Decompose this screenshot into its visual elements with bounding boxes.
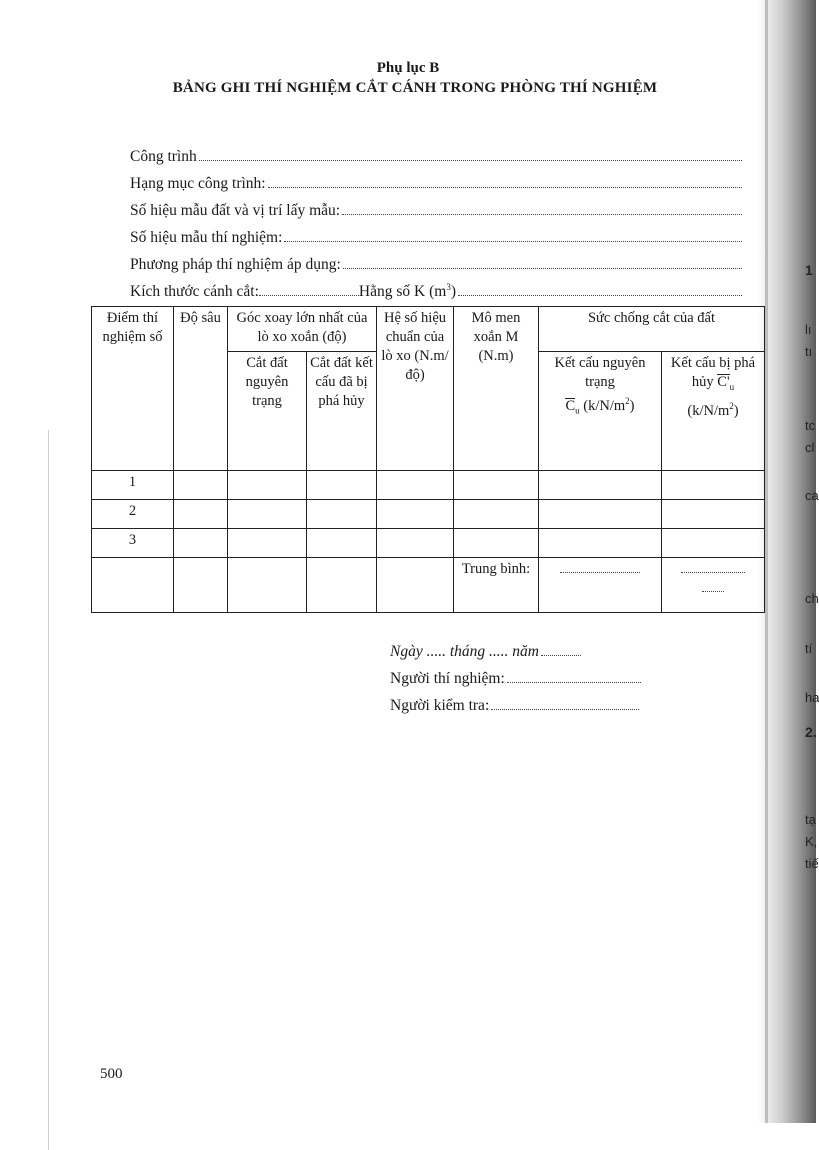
- average-remolded-fill: [662, 558, 765, 613]
- next-page-fragment: ch: [805, 591, 819, 606]
- header-point-number: Điểm thí nghiệm số: [92, 307, 174, 471]
- field-so-hieu-mau-tn: [130, 228, 742, 250]
- page-title: BẢNG GHI THÍ NGHIỆM CẮT CÁNH TRONG PHÒNG THÍ NGHIỆM: [172, 80, 658, 96]
- fill-line: [259, 282, 359, 296]
- field-label: Công trình: [130, 148, 197, 165]
- field-label: Phương pháp thí nghiệm áp dụng:: [130, 256, 341, 273]
- page-number: 500: [100, 1066, 123, 1082]
- table-row: [92, 529, 765, 558]
- table-row: [92, 500, 765, 529]
- next-page-fragment: tạ: [805, 812, 816, 827]
- next-page-fragment: lı: [805, 322, 812, 337]
- header-strength-undisturbed: Kết cấu nguyên trạng $C_u$ $(k/N/m^2)$: [539, 352, 662, 471]
- signature-checker: Người kiểm tra:: [390, 697, 639, 715]
- next-page-fragment: ca: [805, 488, 819, 503]
- header-depth: Độ sâu: [174, 307, 228, 471]
- next-page-fragment: 1: [805, 262, 813, 278]
- next-page-fragment: 2.: [805, 724, 817, 740]
- row-number: 3: [92, 529, 174, 558]
- fill-line: [342, 201, 742, 215]
- header-angle-remolded: Cắt đất kết cấu đã bị phá hủy: [307, 352, 377, 471]
- fill-line: [458, 282, 742, 296]
- field-kich-thuoc: [130, 282, 742, 304]
- binding-edge-line: [765, 0, 768, 1123]
- test-record-table: [91, 306, 765, 613]
- header-shear-strength: Sức chống cắt của đất: [539, 307, 765, 352]
- left-margin-mark: [48, 430, 49, 1150]
- header-rotation-angle: Góc xoay lớn nhất của lò xo xoắn (độ): [228, 307, 377, 352]
- fill-line: [343, 255, 742, 269]
- next-page-fragment: tiế: [805, 856, 819, 871]
- fill-line: [199, 147, 742, 161]
- fill-line: [491, 697, 639, 710]
- table-row: [92, 471, 765, 500]
- header-torque: Mô men xoắn M (N.m): [454, 307, 539, 471]
- next-page-fragment: tc: [805, 418, 816, 433]
- next-page-fragment: tı: [805, 344, 813, 359]
- next-page-fragment: K,: [805, 834, 818, 849]
- average-row: [92, 558, 765, 613]
- header-angle-undisturbed: Cắt đất nguyên trạng: [228, 352, 307, 471]
- header-calibration-coefficient: Hệ số hiệu chuẩn của lò xo (N.m/độ): [377, 307, 454, 471]
- field-so-hieu-mau-dat: [130, 201, 742, 223]
- next-page-fragment: tí: [805, 641, 813, 656]
- appendix-label: Phụ lục B: [376, 60, 440, 76]
- field-label: Hạng mục công trình:: [130, 175, 266, 192]
- next-page-fragment: ha: [805, 690, 819, 705]
- signature-tester: Người thí nghiệm:: [390, 670, 641, 688]
- fill-line: [507, 670, 641, 683]
- field-label: Kích thước cánh cắt:: [130, 283, 259, 301]
- hang-so-k-label: Hằng số K $(m^3)$: [358, 282, 456, 301]
- fill-line: [541, 643, 581, 656]
- field-phuong-phap: [130, 255, 742, 277]
- fill-line: [284, 228, 742, 242]
- header-strength-remolded: Kết cấu bị phá hủy $C'_u$ $(k/N/m^2)$: [662, 352, 765, 471]
- next-page-fragment: cl: [805, 440, 815, 455]
- signature-date: Ngày ..... tháng ..... năm: [390, 643, 581, 661]
- field-cong-trinh: [130, 147, 742, 169]
- row-number: 2: [92, 500, 174, 529]
- field-label: Số hiệu mẫu đất và vị trí lấy mẫu:: [130, 202, 341, 219]
- average-undisturbed-fill: [539, 558, 662, 613]
- fill-line: [268, 174, 742, 188]
- row-number: 1: [92, 471, 174, 500]
- average-label: Trung bình:: [454, 558, 539, 613]
- field-hang-muc: [130, 174, 742, 196]
- field-label: Số hiệu mẫu thí nghiệm:: [130, 229, 283, 246]
